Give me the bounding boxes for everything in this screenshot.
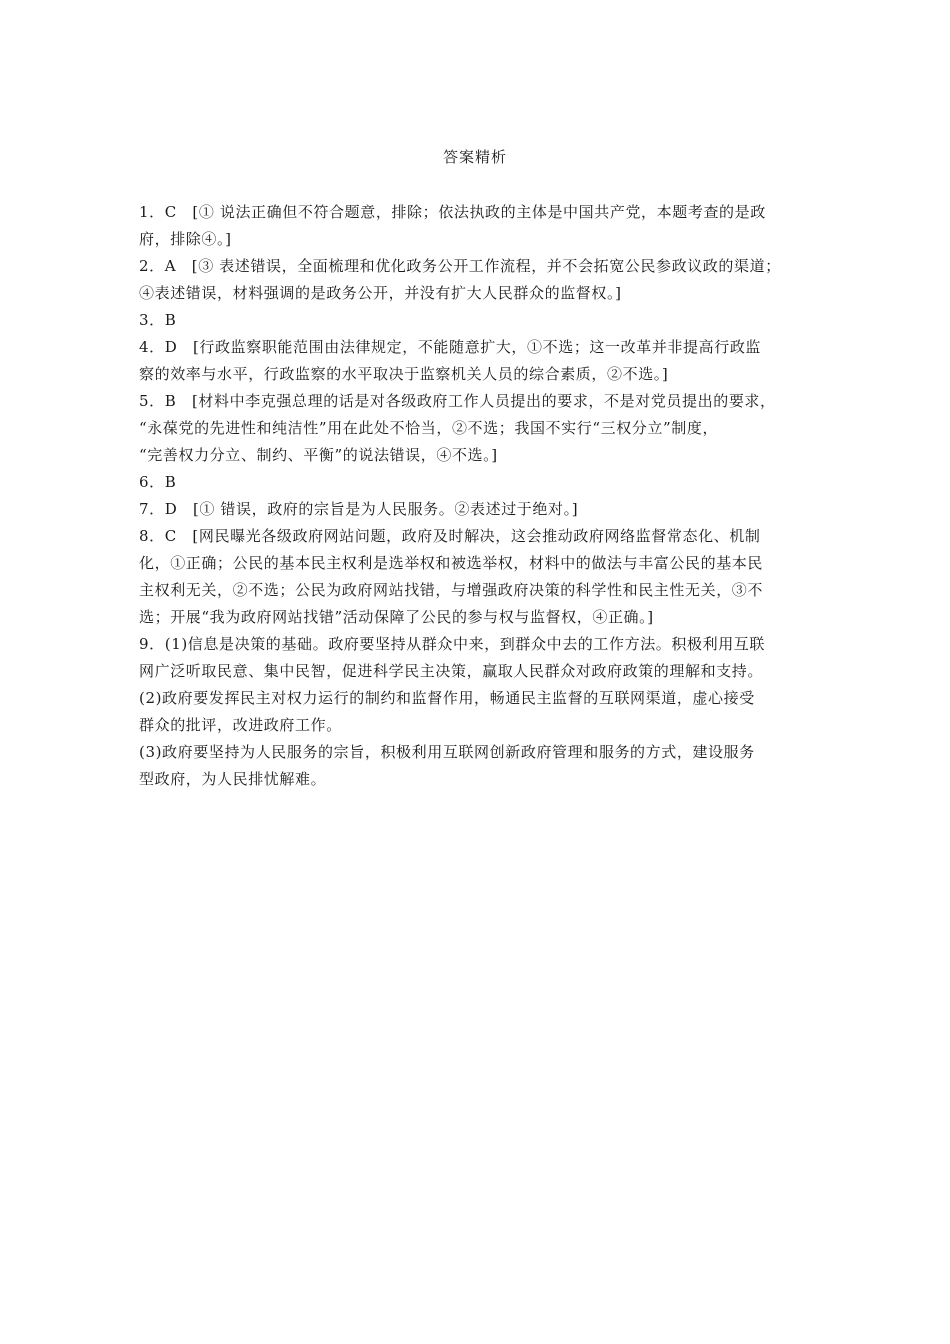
answer-9-line-5: (3)政府要坚持为人民服务的宗旨，积极利用互联网创新政府管理和服务的方式，建设服务 xyxy=(139,743,755,761)
answer-analysis-body xyxy=(139,199,819,793)
answer-1-line-2: 府，排除④。] xyxy=(139,230,232,248)
answer-8-line-2: 化，①正确；公民的基本民主权利是选举权和被选举权，材料中的做法与丰富公民的基本民 xyxy=(139,554,764,572)
answer-9-line-1: 9．(1)信息是决策的基础。政府要坚持从群众中来，到群众中去的工作方法。积极利用互联 xyxy=(139,635,765,653)
answer-8-line-1: 8．C [网民曝光各级政府网站问题，政府及时解决，这会推动政府网络监督常态化、机制 xyxy=(139,527,761,545)
answer-5-line-1: 5．B [材料中李克强总理的话是对各级政府工作人员提出的要求，不是对党员提出的要求， xyxy=(139,392,776,410)
answer-1-line-1: 1．C [① 说法正确但不符合题意，排除；依法执政的主体是中国共产党，本题考查的是政 xyxy=(139,203,766,221)
page-title: 答案精析 xyxy=(442,148,507,166)
answer-7-line-1: 7．D [① 错误，政府的宗旨是为人民服务。②表述过于绝对。] xyxy=(139,500,579,518)
answer-2-line-1: 2．A [③ 表述错误，全面梳理和优化政务公开工作流程，并不会拓宽公民参政议政的渠道； xyxy=(139,257,781,275)
answer-6-line-1: 6．B xyxy=(139,473,177,491)
answer-9-line-4: 群众的批评，改进政府工作。 xyxy=(139,716,342,734)
answer-4-line-2: 察的效率与水平，行政监察的水平取决于监察机关人员的综合素质，②不选。] xyxy=(139,365,669,383)
answer-2-line-2: ④表述错误，材料强调的是政务公开，并没有扩大人民群众的监督权。] xyxy=(139,284,622,302)
answer-9-line-2: 网广泛听取民意、集中民智，促进科学民主决策，赢取人民群众对政府政策的理解和支持。 xyxy=(139,662,764,680)
answer-5-line-3: “完善权力分立、制约、平衡”的说法错误，④不选。] xyxy=(139,446,498,464)
answer-3-line-1: 3．B xyxy=(139,311,177,329)
answer-8-line-3: 主权利无关，②不选；公民为政府网站找错，与增强政府决策的科学性和民主性无关，③不 xyxy=(139,581,764,599)
answer-8-line-4: 选；开展“我为政府网站找错”活动保障了公民的参与权与监督权，④正确。] xyxy=(139,608,654,626)
answer-4-line-1: 4．D [行政监察职能范围由法律规定，不能随意扩大，①不选；这一改革并非提高行政监 xyxy=(139,338,762,356)
answer-9-line-3: (2)政府要发挥民主对权力运行的制约和监督作用，畅通民主监督的互联网渠道，虚心接受 xyxy=(139,689,755,707)
answer-5-line-2: “永葆党的先进性和纯洁性”用在此处不恰当，②不选；我国不实行“三权分立”制度， xyxy=(139,419,719,437)
answer-9-line-6: 型政府，为人民排忧解难。 xyxy=(139,770,327,788)
